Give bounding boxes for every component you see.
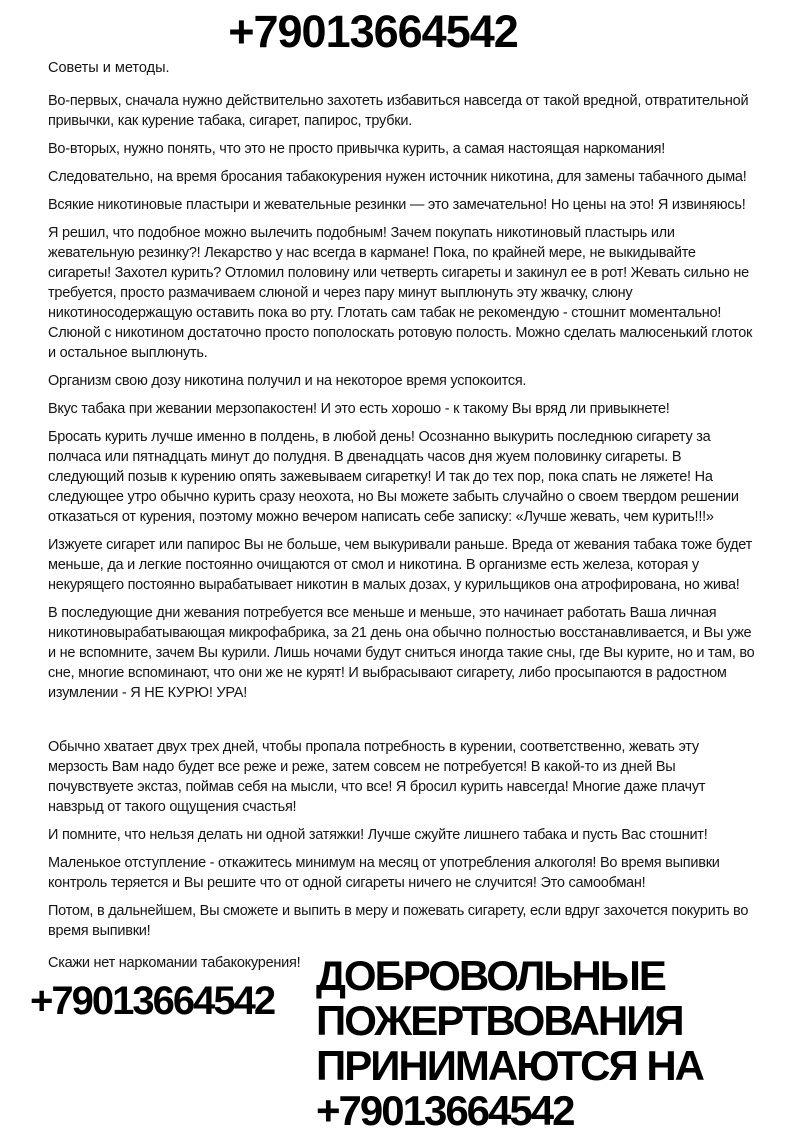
paragraph: Во-первых, сначала нужно действительно захотеть избавиться навсегда от такой вредной, отвратительной привычки, как курение табака, сигарет, папирос, трубки. <box>48 93 749 129</box>
page-title: Советы и методы. <box>48 60 170 76</box>
slogan: Скажи нет наркомании табакокурения! <box>48 955 301 971</box>
donation-line: +79013664542 <box>316 1087 574 1131</box>
paragraph: Потом, в дальнейшем, Вы сможете и выпить в меру и пожевать сигарету, если вдруг захочется покурить во время выпивки! <box>48 903 749 939</box>
footer-left-column <box>30 953 316 1024</box>
paragraph: И помните, что нельзя делать ни одной затяжки! Лучше сжуйте лишнего табака и пусть Вас стошнит! <box>48 827 708 843</box>
paragraph: Во-вторых, нужно понять, что это не просто привычка курить, а самая настоящая наркомания! <box>48 141 666 157</box>
paragraph: Маленькое отступление - откажитесь минимум на месяц от употребления алкоголя! Во время выпивки контроль теряется и Вы решите что от одной сигареты ничего не случится! Это самообман! <box>48 855 720 891</box>
article-body-continued <box>48 737 756 941</box>
donation-line: ПРИНИМАЮТСЯ НА <box>316 1042 703 1089</box>
paragraph: Организм свою дозу никотина получил и на некоторое время успокоится. <box>48 373 527 389</box>
paragraph: Изжуете сигарет или папирос Вы не больше, чем выкуривали раньше. Вреда от жевания табака тоже будет меньше, да и легкие постоянно очищаются от смол и никотина. В организме есть железа, которая у некурящего постоянно вырабатывает никотин в малых дозах, у курильщиков она атрофирована, но жива! <box>48 537 753 593</box>
donation-line: ПОЖЕРТВОВАНИЯ <box>316 997 683 1044</box>
paragraph: Бросать курить лучше именно в полдень, в любой день! Осознанно выкурить последнюю сигарету за полчаса или пятнадцать минут до полудня. В двенадцать часов дня жуем половинку сигареты. В следующий позыв к курению опять зажевываем сигаретку! И так до тех пор, пока спать не ляжете! На следующее утро обычно курить сразу неохота, но Вы можете забыть случайно о своем твердом решении отказаться от курения, поэтому можно вечером написать себе записку: «Лучше жевать, чем курить!!!» <box>48 429 739 525</box>
donation-notice <box>316 953 703 1131</box>
donation-line: ДОБРОВОЛЬНЫЕ <box>316 952 665 999</box>
paragraph: Обычно хватает двух трех дней, чтобы пропала потребность в курении, соответственно, жевать эту мерзость Вам надо будет все реже и реже, затем совсем не потребуется! В какой-то из дней Вы почувствуете экстаз, поймав себя на мысли, что все! Я бросил курить навсегда! Многие даже плачут навзрыд от такого ощущения счастья! <box>48 739 706 815</box>
paragraph: В последующие дни жевания потребуется все меньше и меньше, это начинает работать Ваша личная никотиновырабатывающая микрофабрика, за 21 день она обычно полностью восстанавливается, и Вы уже и не вспомните, зачем Вы курили. Лишь ночами будут сниться иногда такие сны, где Вы курите, но и там, во сне, многие вспоминают, что они же не курят! И выбрасывают сигарету, либо просыпаются в радостном изумлении - Я НЕ КУРЮ! УРА! <box>48 605 755 701</box>
article-body <box>48 91 756 703</box>
paragraph: Следовательно, на время бросания табакокурения нужен источник никотина, для замены табачного дыма! <box>48 169 747 185</box>
top-phone-number: +79013664542 <box>228 6 518 57</box>
footer-phone-number: +79013664542 <box>30 979 275 1023</box>
paragraph: Я решил, что подобное можно вылечить подобным! Зачем покупать никотиновый пластырь или жевательную резинку?! Лекарство у нас всегда в кармане! Пока, по крайней мере, не выкидывайте сигареты! Захотел курить? Отломил половину или четверть сигареты и закинул ее в рот! Жевать сильно не требуется, просто размачиваем слюной и через пару минут выплюнуть эту жвачку, слюну никотиносодержащую оставить пока во рту. Глотать сам табак не рекомендую - стошнит моментально! Слюной с никотином достаточно просто пополоскать ротовую полость. Можно сделать малюсенький глоток и остальное выплюнуть. <box>48 225 753 361</box>
paragraph: Вкус табака при жевании мерзопакостен! И это есть хорошо - к такому Вы вряд ли привыкнете! <box>48 401 670 417</box>
footer <box>30 952 755 1131</box>
paragraph: Всякие никотиновые пластыри и жевательные резинки — это замечательно! Но цены на это! Я извиняюсь! <box>48 197 746 213</box>
